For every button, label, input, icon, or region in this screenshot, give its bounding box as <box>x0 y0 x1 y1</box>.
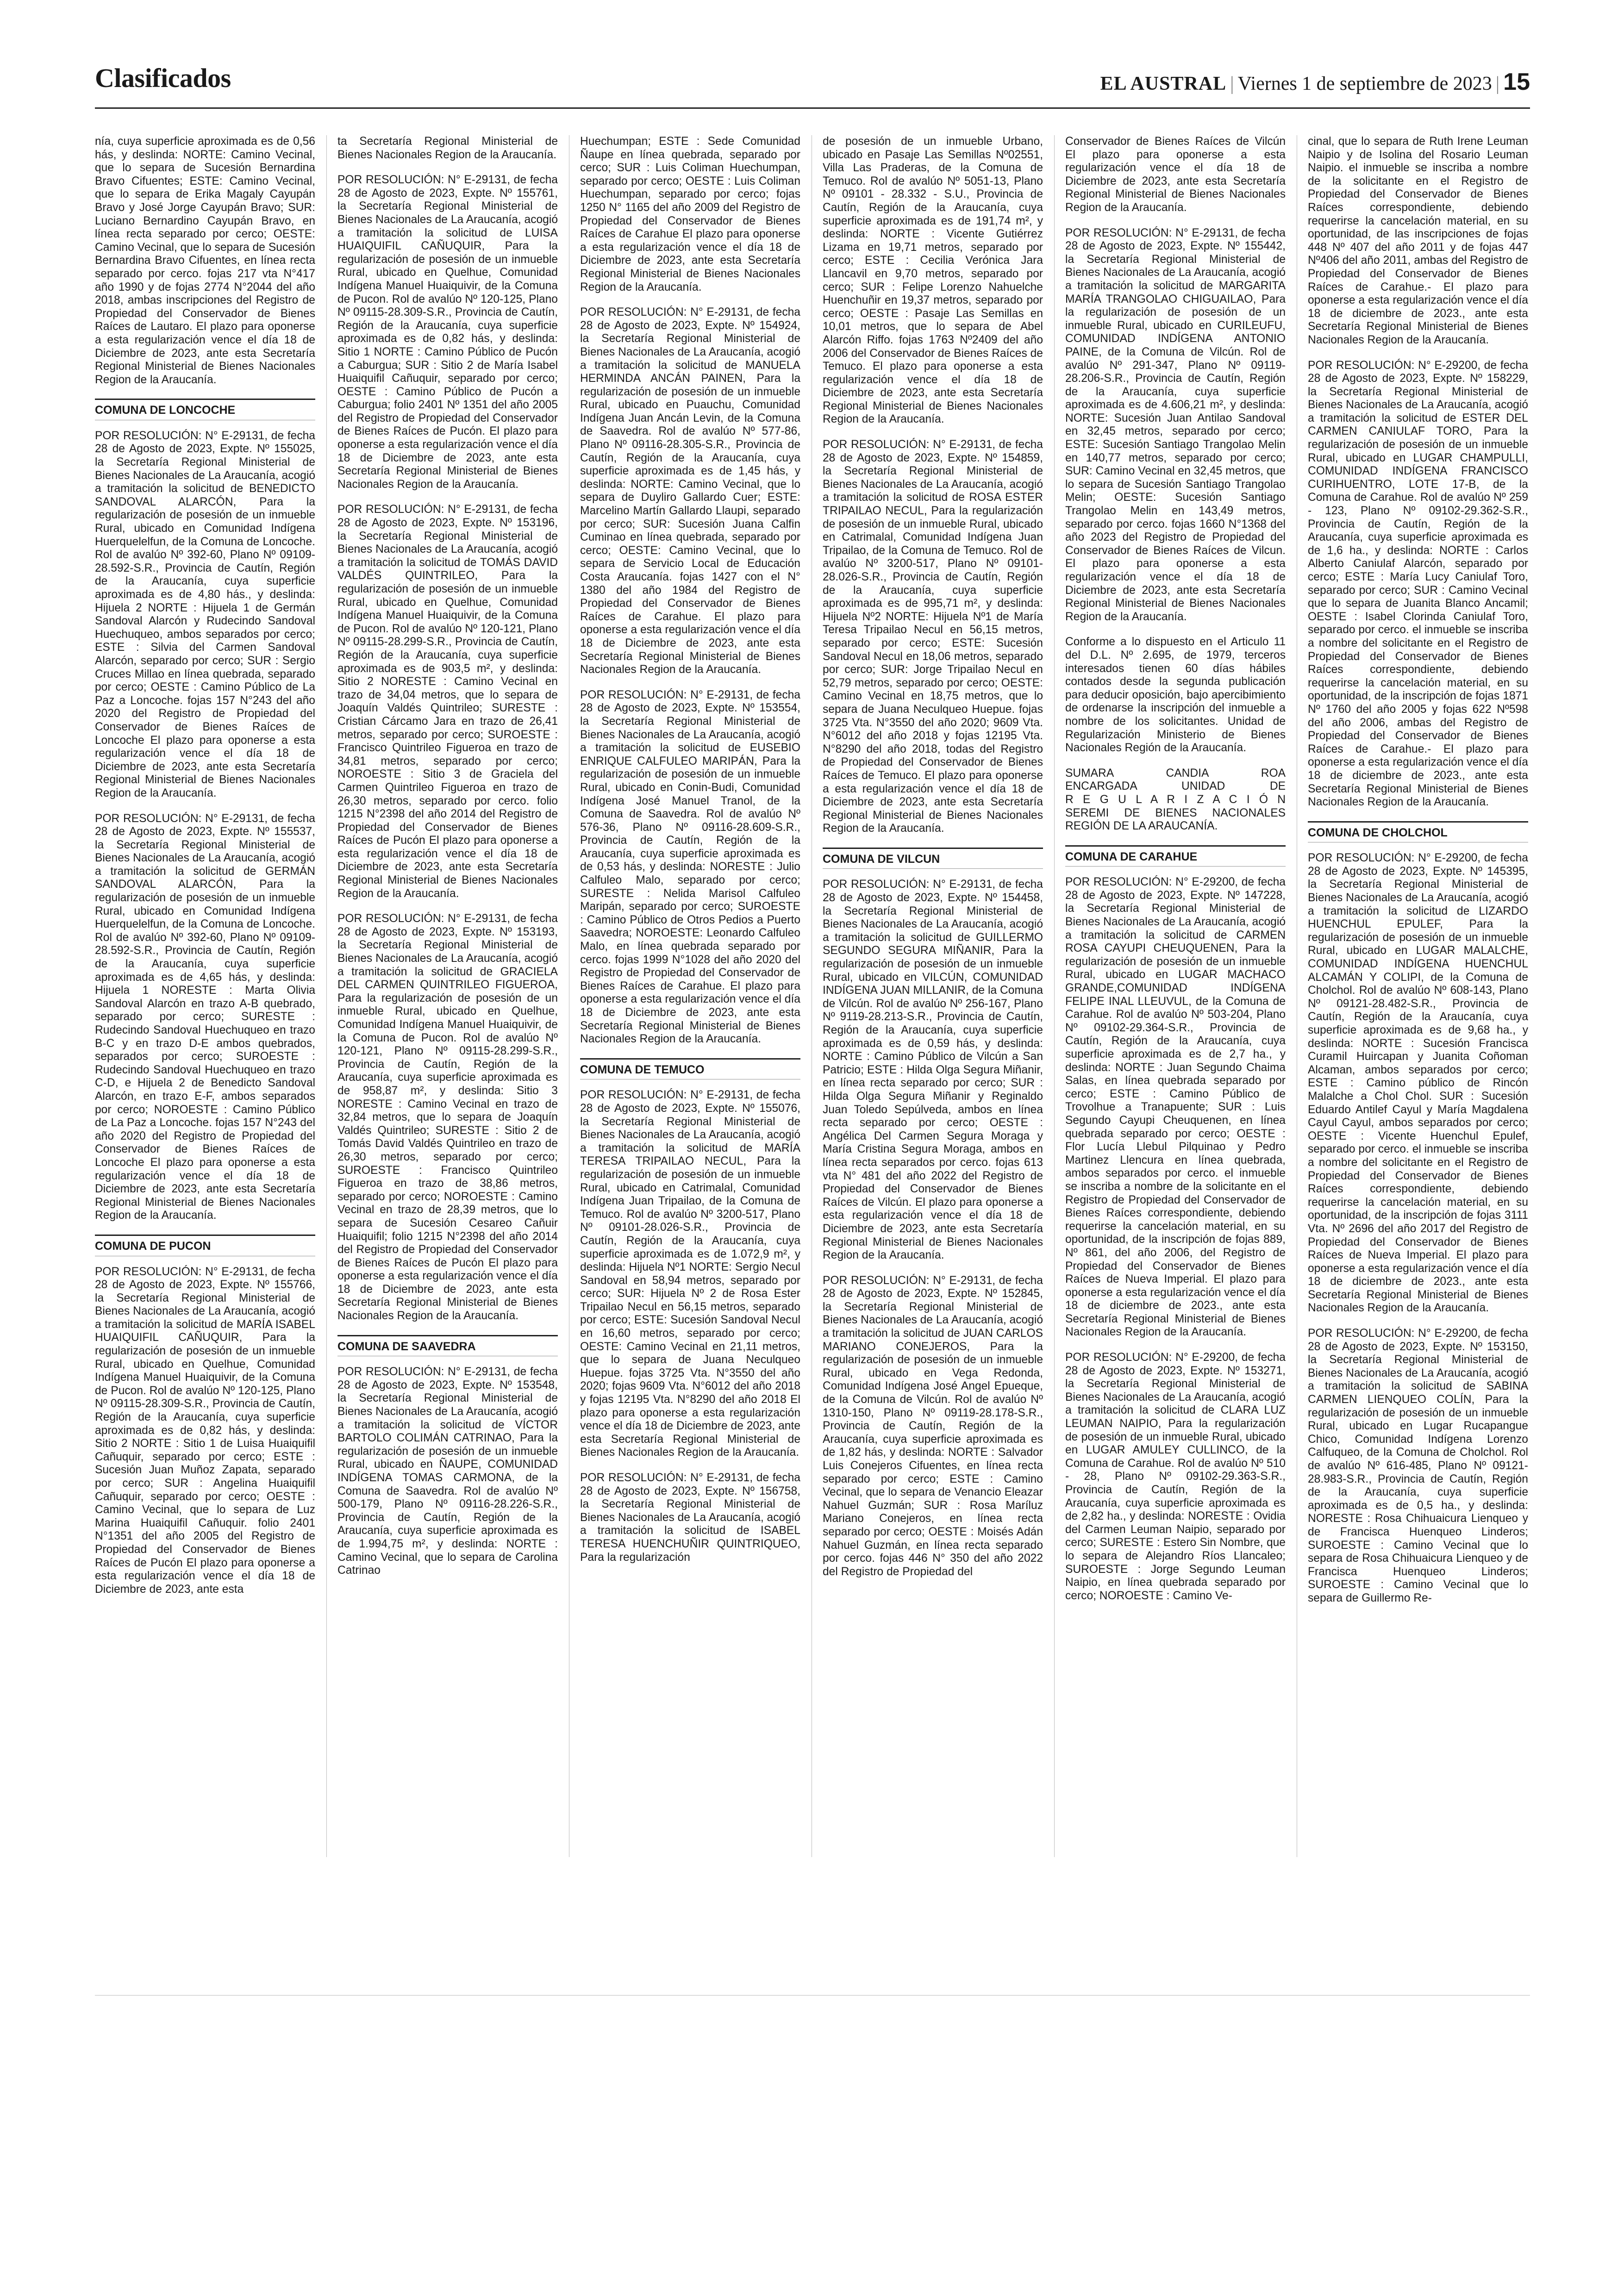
notice-paragraph: POR RESOLUCIÓN: N° E-29200, de fecha 28 de Agosto de 2023, Expte. Nº 158229, la Secretaría Regional Ministerial de Bienes Nacionales de La Araucanía, acogió a tramitación la solicitud de ESTER DEL CARMEN CANIULAF TORO, Para la regularización de posesión de un inmueble Rural, ubicado en LUGAR CHAMPULLI, COMUNIDAD INDÍGENA FRANCISCO CURIHUENTRO, LOTE 17-B, de la Comuna de Carahue. Rol de avalúo Nº 259 - 123, Plano Nº 09102-29.362-S.R., Provincia de Cautín, Región de la Araucanía, cuya superficie aproximada es de 1,6 ha., y deslinda: NORTE : Carlos Alberto Caniulaf Alarcón, separado por cerco; ESTE : María Lucy Caniulaf Toro, separado por cerco; SUR : Camino Vecinal que lo separa de Juanita Blanco Ancamil; OESTE : Isabel Clorinda Caniulaf Toro, separado por cerco. el inmueble se inscriba a nombre del solicitante en el Registro de Propiedad del Conservador de Bienes Raíces correspondiente, debiendo requerirse la cancelación material, en su oportunidad, de la inscripción de fojas 1871 Nº 1760 del año 2005 y fojas 622 Nº598 del año 2006, ambas del Registro de Propiedad del Conservador de Bienes Raíces de Carahue.- El plazo para oponerse a esta regularización vence el día 18 de diciembre de 2023., ante esta Secretaría Regional Ministerial de Bienes Nacionales Region de la Araucanía. <box>1308 359 1528 809</box>
signature-line: SUMARA CANDIA ROA <box>1065 767 1286 780</box>
notice-paragraph: cinal, que lo separa de Ruth Irene Leuman Naipio y de Isolina del Rosario Leuman Naipio. el inmueble se inscriba a nombre de la solicitante en el Registro de Propiedad del Conservador de Bienes Raíces correspondiente, debiendo requerirse la cancelación material, en su oportunidad, de las inscripciones de fojas 448 Nº 407 del año 2011 y de fojas 447 Nº406 del año 2011, ambas del Registro de Propiedad del Conservador de Bienes Raíces de Carahue.- El plazo para oponerse a esta regularización vence el día 18 de diciembre de 2023., ante esta Secretaría Regional Ministerial de Bienes Nacionales Region de la Araucanía. <box>1308 135 1528 346</box>
column-6 <box>1308 135 1528 1857</box>
notice-paragraph: POR RESOLUCIÓN: N° E-29131, de fecha 28 de Agosto de 2023, Expte. Nº 155537, la Secretaría Regional Ministerial de Bienes Nacionales de La Araucanía, acogió a tramitación la solicitud de GERMÁN SANDOVAL ALARCÓN, Para la regularización de posesión de un inmueble Rural, ubicado en Comunidad Indígena Huerquelelfun, de la Comuna de Loncoche. Rol de avalúo Nº 392-60, Plano Nº 09109-28.592-S.R., Provincia de Cautín, Región de la Araucanía, cuya superficie aproximada es de 4,65 hás, y deslinda: Hijuela 1 NORESTE : Marta Olivia Sandoval Alarcón en trazo A-B quebrado, separado por cerco; SURESTE : Rudecindo Sandoval Huechuqueo en trazo B-C y en trazo D-E ambos quebrados, separados por cerco; SUROESTE : Rudecindo Sandoval Huechuqueo en trazo C-D, e Hijuela 2 de Benedicto Sandoval Alarcón, en trazo E-F, ambos separados por cerco; NOROESTE : Camino Público de La Paz a Loncoche. fojas 157 N°243 del año 2020 del Registro de Propiedad del Conservador de Bienes Raíces de Loncoche El plazo para oponerse a esta regularización vence el día 18 de Diciembre de 2023, ante esta Secretaría Regional Ministerial de Bienes Nacionales Region de la Araucanía. <box>95 812 315 1222</box>
column-1 <box>95 135 315 1857</box>
signature-line: R E G U L A R I Z A C I Ó N <box>1065 793 1286 806</box>
notice-paragraph: POR RESOLUCIÓN: N° E-29131, de fecha 28 de Agosto de 2023, Expte. Nº 155076, la Secretaría Regional Ministerial de Bienes Nacionales de La Araucanía, acogió a tramitación la solicitud de MARÍA TERESA TRIPAILAO NECUL, Para la regularización de posesión de un inmueble Rural, ubicado en Catrimalal, Comunidad Indígena Juan Tripailao, de la Comuna de Temuco. Rol de avalúo Nº 3200-517, Plano Nº 09101-28.026-S.R., Provincia de Cautín, Región de la Araucanía, cuya superficie aproximada es de 1.072,9 m², y deslinda: Hijuela Nº1 NORTE: Sergio Necul Sandoval en 58,94 metros, separado por cerco; SUR: Hijuela Nº 2 de Rosa Ester Tripailao Necul en 56,15 metros, separado por cerco; ESTE: Sucesión Sandoval Necul en 16,60 metros, separado por cerco; OESTE: Camino Vecinal en 21,11 metros, que lo separa de Juana Neculqueo Huepue. fojas 3725 Vta. N°3550 del año 2020; fojas 9609 Vta. N°6012 del año 2018 y fojas 12195 Vta. N°8290 del año 2018 El plazo para oponerse a esta regularización vence el día 18 de Diciembre de 2023, ante esta Secretaría Regional Ministerial de Bienes Nacionales Region de la Araucanía. <box>580 1089 800 1459</box>
comuna-heading: COMUNA DE PUCON <box>95 1235 315 1256</box>
column-divider <box>326 135 327 1857</box>
notice-paragraph: POR RESOLUCIÓN: N° E-29200, de fecha 28 de Agosto de 2023, Expte. Nº 147228, la Secretaría Regional Ministerial de Bienes Nacionales de La Araucanía, acogió a tramitación la solicitud de CARMEN ROSA CAYUPI CHEUQUENEN, Para la regularización de posesión de un inmueble Rural, ubicado en LUGAR MACHACO GRANDE,COMUNIDAD INDÍGENA FELIPE INAL LLEUVUL, de la Comuna de Carahue. Rol de avalúo Nº 503-204, Plano Nº 09102-29.364-S.R., Provincia de Cautín, Región de la Araucanía, cuya superficie aproximada es de 2,7 ha., y deslinda: NORTE : Juan Segundo Chaima Salas, en línea quebrada separado por cerco; ESTE : Camino Público de Trovolhue a Tranapuente; SUR : Luis Segundo Cayupi Cheuquenen, en línea quebrada separado por cerco; OESTE : Flor Lucía Llebul Pilquinao y Pedro Martinez Llencura en línea quebrada, ambos separados por cerco. el inmueble se inscriba a nombre de la solicitante en el Registro de Propiedad del Conservador de Bienes Raíces correspondiente, debiendo requerirse la cancelación material, en su oportunidad, de la inscripción de fojas 889, Nº 861, del año 2006, del Registro de Propiedad del Conservador de Bienes Raíces de Nueva Imperial. El plazo para oponerse a esta regularización vence el día 18 de diciembre de 2023., ante esta Secretaría Regional Ministerial de Bienes Nacionales Region de la Araucanía. <box>1065 876 1286 1339</box>
column-5 <box>1065 135 1286 1857</box>
notice-paragraph: de posesión de un inmueble Urbano, ubicado en Pasaje Las Semillas Nº02551, Villa Las Praderas, de la Comuna de Temuco. Rol de avalúo Nº 5051-13, Plano Nº 09101 - 28.332 - S.U., Provincia de Cautín, Región de la Araucanía, cuya superficie aproximada es de 191,74 m², y deslinda: NORTE : Vicente Gutiérrez Lizama en 19,71 metros, separado por cerco; ESTE : Cecilia Verónica Jara Llancavil en 9,70 metros, separado por cerco; SUR : Felipe Lorenzo Nahuelche Huenchuñir en 19,37 metros, separado por cerco; OESTE : Pasaje Las Semillas en 10,01 metros, que lo separa de Abel Alarcón Riffo. fojas 1763 Nº2409 del año 2006 del Conservador de Bienes Raíces de Temuco. El plazo para oponerse a esta regularización vence el día 18 de Diciembre de 2023, ante esta Secretaría Regional Ministerial de Bienes Nacionales Region de la Araucanía. <box>823 135 1043 426</box>
classifieds-columns <box>95 135 1530 1857</box>
column-divider <box>1054 135 1055 1857</box>
comuna-heading: COMUNA DE LONCOCHE <box>95 399 315 420</box>
notice-paragraph: nía, cuya superficie aproximada es de 0,56 hás, y deslinda: NORTE: Camino Vecinal, que lo separa de Sucesión Bernardina Bravo Cifuentes; ESTE: Camino Vecinal, que lo separa de Erika Magaly Cayupán Bravo y José Jorge Cayupán Bravo; SUR: Luciano Bernardino Cayupán Bravo, en línea recta separado por cerco; OESTE: Camino Vecinal, que lo separa de Sucesión Bernardina Bravo Cifuentes, en línea recta separado por cerco. fojas 217 vta N°417 año 1990 y de fojas 2774 N°2044 del año 2018, ambas inscripciones del Registro de Propiedad del Conservador de Bienes Raíces de Lautaro. El plazo para oponerse a esta regularización vence el día 18 de Diciembre de 2023, ante esta Secretaría Regional Ministerial de Bienes Nacionales Region de la Araucanía. <box>95 135 315 386</box>
notice-paragraph: POR RESOLUCIÓN: N° E-29131, de fecha 28 de Agosto de 2023, Expte. Nº 154924, la Secretaría Regional Ministerial de Bienes Nacionales de La Araucanía, acogió a tramitación la solicitud de MANUELA HERMINDA ANCÁN PAINEN, Para la regularización de posesión de un inmueble Rural, ubicado en Puauchu, Comunidad Indígena Juan Ancán Levin, de la Comuna de Saavedra. Rol de avalúo Nº 577-86, Plano Nº 09116-28.305-S.R., Provincia de Cautín, Región de la Araucanía, cuya superficie aproximada es de 1,45 hás, y deslinda: NORTE: Camino Vecinal, que lo separa de Duyliro Gallardo Cuer; ESTE: Marcelino Martín Gallardo Llaupi, separado por cerco; SUR: Sucesión Juana Calfin Cuminao en línea quebrada, separado por cerco; OESTE: Camino Vecinal, que lo separa de Servicio Local de Educación Costa Araucanía. fojas 1427 con el N° 1380 del año 1984 del Registro de Propiedad del Conservador de Bienes Raíces de Carahue. El plazo para oponerse a esta regularización vence el día 18 de Diciembre de 2023, ante esta Secretaría Regional Ministerial de Bienes Nacionales Region de la Araucanía. <box>580 306 800 676</box>
masthead: EL AUSTRAL | Viernes 1 de septiembre de 2023 | 15 <box>1100 69 1530 95</box>
notice-paragraph: Conforme a lo dispuesto en el Articulo 11 del D.L. Nº 2.695, de 1979, terceros interesados tienen 60 días hábiles contados desde la segunda publicación para deducir oposición, bajo apercibimiento de ordenarse la inscripción del inmueble a nombre de los solicitantes. Unidad de Regularización Ministerio de Bienes Nacionales Región de la Araucanía. <box>1065 636 1286 755</box>
comuna-heading: COMUNA DE TEMUCO <box>580 1058 800 1080</box>
notice-paragraph: ta Secretaría Regional Ministerial de Bienes Nacionales Region de la Araucanía. <box>337 135 558 161</box>
notice-paragraph: POR RESOLUCIÓN: N° E-29131, de fecha 28 de Agosto de 2023, Expte. Nº 154859, la Secretaría Regional Ministerial de Bienes Nacionales de La Araucanía, acogió a tramitación la solicitud de ROSA ESTER TRIPAILAO NECUL, Para la regularización de posesión de un inmueble Rural, ubicado en Catrimalal, Comunidad Indígena Juan Tripailao, de la Comuna de Temuco. Rol de avalúo Nº 3200-517, Plano Nº 09101-28.026-S.R., Provincia de Cautín, Región de la Araucanía, cuya superficie aproximada es de 995,71 m², y deslinda: Hijuela Nº2 NORTE: Hijuela Nº1 de María Teresa Tripailao Necul en 56,15 metros, separado por cerco; ESTE: Sucesión Sandoval Necul en 18,06 metros, separado por cerco; SUR: Jorge Tripailao Necul en 52,79 metros, separado por cerco; OESTE: Camino Vecinal en 18,75 metros, que lo separa de Juana Neculqueo Huepue. fojas 3725 Vta. N°3550 del año 2020; 9609 Vta. N°6012 del año 2018 y fojas 12195 Vta. N°8290 del año 2018, todas del Registro de Propiedad del Conservador de Bienes Raíces de Temuco. El plazo para oponerse a esta regularización vence el día 18 de Diciembre de 2023, ante esta Secretaría Regional Ministerial de Bienes Nacionales Region de la Araucanía. <box>823 438 1043 835</box>
column-2 <box>337 135 558 1857</box>
notice-paragraph: POR RESOLUCIÓN: N° E-29131, de fecha 28 de Agosto de 2023, Expte. Nº 153548, la Secretaría Regional Ministerial de Bienes Nacionales de La Araucanía, acogió a tramitación la solicitud de VÍCTOR BARTOLO COLIMÁN CATRINAO, Para la regularización de posesión de un inmueble Rural, ubicado en ÑAUPE, COMUNIDAD INDÍGENA TOMAS CARMONA, de la Comuna de Saavedra. Rol de avalúo Nº 500-179, Plano Nº 09116-28.226-S.R., Provincia de Cautín, Región de la Araucanía, cuya superficie aproximada es de 1.994,75 m², y deslinda: NORTE : Camino Vecinal, que lo separa de Carolina Catrinao <box>337 1366 558 1577</box>
notice-paragraph: POR RESOLUCIÓN: N° E-29200, de fecha 28 de Agosto de 2023, Expte. Nº 153150, la Secretaría Regional Ministerial de Bienes Nacionales de La Araucanía, acogió a tramitación la solicitud de SABINA CARMEN LIENQUEO COLÍN, Para la regularización de posesión de un inmueble Rural, ubicado en Lugar Rucapangue Chico, Comunidad Indígena Lorenzo Calfuqueo, de la Comuna de Cholchol. Rol de avalúo Nº 616-485, Plano Nº 09121-28.983-S.R., Provincia de Cautín, Región de la Araucanía, cuya superficie aproximada es de 0,5 ha., y deslinda: NORESTE : Rosa Chihuaicura Lienqueo y de Francisca Huenqueo Linderos; SUROESTE : Camino Vecinal que lo separa de Rosa Chihuaicura Lienqueo y de Francisca Huenqueo Linderos; SUROESTE : Camino Vecinal que lo separa de Guillermo Re- <box>1308 1327 1528 1604</box>
notice-paragraph: POR RESOLUCIÓN: N° E-29131, de fecha 28 de Agosto de 2023, Expte. Nº 155442, la Secretaría Regional Ministerial de Bienes Nacionales de La Araucanía, acogió a tramitación la solicitud de MARGARITA MARÍA TRANGOLAO CHIGUAILAO, Para la regularización de posesión de un inmueble Rural, ubicado en CURILEUFU, COMUNIDAD INDÍGENA ANTONIO PAINE, de la Comuna de Vilcún. Rol de avalúo Nº 291-347, Plano Nº 09119-28.206-S.R., Provincia de Cautín, Región de la Araucanía, cuya superficie aproximada es de 4.606,21 m², y deslinda: NORTE: Sucesión Juan Antilao Sandoval en 32,45 metros, separado por cerco; ESTE: Sucesión Santiago Trangolao Melin en 140,77 metros, separado por cerco; SUR: Camino Vecinal en 32,45 metros, que lo separa de Sucesión Santiago Trangolao Melin; OESTE: Sucesión Santiago Trangolao Melin en 143,49 metros, separado por cerco. fojas 1660 N°1368 del año 2023 del Registro de Propiedad del Conservador de Bienes Raíces de Vilcun. El plazo para oponerse a esta regularización vence el día 18 de Diciembre de 2023, ante esta Secretaría Regional Ministerial de Bienes Nacionales Region de la Araucanía. <box>1065 226 1286 623</box>
footer-rule <box>95 1995 1530 1996</box>
column-4 <box>823 135 1043 1857</box>
notice-paragraph: POR RESOLUCIÓN: N° E-29131, de fecha 28 de Agosto de 2023, Expte. Nº 152845, la Secretaría Regional Ministerial de Bienes Nacionales de La Araucanía, acogió a tramitación la solicitud de JUAN CARLOS MARIANO CONEJEROS, Para la regularización de posesión de un inmueble Rural, ubicado en Vega Redonda, Comunidad Indígena José Angel Epueque, de la Comuna de Vilcún. Rol de avalúo Nº 1310-150, Plano Nº 09119-28.178-S.R., Provincia de Cautín, Región de la Araucanía, cuya superficie aproximada es de 1,82 hás, y deslinda: NORTE : Salvador Luis Conejeros Cifuentes, en línea recta separado por cerco; ESTE : Camino Vecinal, que lo separa de Venancio Eleazar Nahuel Guzmán; SUR : Rosa Maríluz Mariano Conejeros, en línea recta separado por cerco; OESTE : Moisés Adán Nahuel Guzmán, en línea recta separado por cerco. fojas 446 N° 350 del año 2022 del Registro de Propiedad del <box>823 1274 1043 1578</box>
notice-paragraph: POR RESOLUCIÓN: N° E-29200, de fecha 28 de Agosto de 2023, Expte. Nº 153271, la Secretaría Regional Ministerial de Bienes Nacionales de La Araucanía, acogió a tramitación la solicitud de CLARA LUZ LEUMAN NAIPIO, Para la regularización de posesión de un inmueble Rural, ubicado en LUGAR AMULEY CULLINCO, de la Comuna de Carahue. Rol de avalúo Nº 510 - 28, Plano Nº 09102-29.363-S.R., Provincia de Cautín, Región de la Araucanía, cuya superficie aproximada es de 2,82 ha., y deslinda: NORESTE : Ovidia del Carmen Leuman Naipio, separado por cerco; SURESTE : Estero Sin Nombre, que lo separa de Alejandro Ríos Llancaleo; SUROESTE : Jorge Segundo Leuman Naipio, en línea quebrada separado por cerco; NOROESTE : Camino Ve- <box>1065 1351 1286 1602</box>
publication-date: Viernes 1 de septiembre de 2023 <box>1237 73 1492 94</box>
comuna-heading: COMUNA DE CHOLCHOL <box>1308 821 1528 843</box>
notice-paragraph: REGIÓN DE LA ARAUCANÍA. <box>1065 820 1218 833</box>
notice-paragraph: POR RESOLUCIÓN: N° E-29131, de fecha 28 de Agosto de 2023, Expte. Nº 155766, la Secretaría Regional Ministerial de Bienes Nacionales de La Araucanía, acogió a tramitación la solicitud de MARÍA ISABEL HUAIQUIFIL CAÑUQUIR, Para la regularización de posesión de un inmueble Rural, ubicado en Quelhue, Comunidad Indígena Manuel Huaiquivir, de la Comuna de Pucon. Rol de avalúo Nº 120-125, Plano Nº 09115-28.309-S.R., Provincia de Cautín, Región de la Araucanía, cuya superficie aproximada es de 0,82 hás, y deslinda: Sitio 2 NORTE : Sitio 1 de Luisa Huaiquifil Cañuquir, separado por cerco; ESTE : Sucesión Juan Muñoz Zapata, separado por cerco; SUR : Angelina Huaiquifil Cañuquir, separado por cerco; OESTE : Camino Vecinal, que lo separa de Luz Marina Huaiquifil Cañuquir. folio 2401 N°1351 del año 2005 del Registro de Propiedad del Conservador de Bienes Raíces de Pucón El plazo para oponerse a esta regularización vence el día 18 de Diciembre de 2023, ante esta <box>95 1265 315 1596</box>
notice-paragraph: POR RESOLUCIÓN: N° E-29131, de fecha 28 de Agosto de 2023, Expte. Nº 153554, la Secretaría Regional Ministerial de Bienes Nacionales de La Araucanía, acogió a tramitación la solicitud de EUSEBIO ENRIQUE CALFULEO MARIPÁN, Para la regularización de posesión de un inmueble Rural, ubicado en Conin-Budi, Comunidad Indígena José Manuel Tranol, de la Comuna de Saavedra. Rol de avalúo Nº 576-36, Plano Nº 09116-28.609-S.R., Provincia de Cautín, Región de la Araucanía, cuya superficie aproximada es de 0,53 hás, y deslinda: NORESTE : Julio Calfuleo Malo, separado por cerco; SURESTE : Nelida Marisol Calfuleo Maripán, separado por cerco; SUROESTE : Camino Público de Otros Pedios a Puerto Saavedra; NOROESTE: Leonardo Calfuleo Malo, en línea quebrada separado por cerco. fojas 1999 N°1028 del año 2020 del Registro de Propiedad del Conservador de Bienes Raíces de Carahue. El plazo para oponerse a esta regularización vence el día 18 de Diciembre de 2023, ante esta Secretaría Regional Ministerial de Bienes Nacionales Region de la Araucanía. <box>580 688 800 1046</box>
newspaper-name: EL AUSTRAL <box>1100 73 1227 94</box>
notice-paragraph: POR RESOLUCIÓN: N° E-29200, de fecha 28 de Agosto de 2023, Expte. Nº 145395, la Secretaría Regional Ministerial de Bienes Nacionales de La Araucanía, acogió a tramitación la solicitud de LIZARDO HUENCHUL EPULEF, Para la regularización de posesión de un inmueble Rural, ubicado en LUGAR MALALCHE, COMUNIDAD INDÍGENA HUENCHUL ALCAMÁN Y COLIPI, de la Comuna de Cholchol. Rol de avalúo Nº 608-143, Plano Nº 09121-28.482-S.R., Provincia de Cautín, Región de la Araucanía, cuya superficie aproximada es de 9,68 ha., y deslinda: NORTE : Sucesión Francisca Curamil Huircapan y Juanita Coñoman Alcaman, ambos separados por cerco; ESTE : Camino público de Rincón Malalche a Chol Chol. SUR : Sucesión Eduardo Antilef Cayul y María Magdalena Cayul Cayul, ambos separados por cerco; OESTE : Vicente Huenchul Epulef, separado por cerco. el inmueble se inscriba a nombre del solicitante en el Registro de Propiedad del Conservador de Bienes Raíces correspondiente, debiendo requerirse la cancelación material, en su oportunidad, de la inscripción de fojas 3111 Vta. Nº 2696 del año 2017 del Registro de Propiedad del Conservador de Bienes Raíces de Nueva Imperial. El plazo para oponerse a esta regularización vence el día 18 de diciembre de 2023., ante esta Secretaría Regional Ministerial de Bienes Nacionales Region de la Araucanía. <box>1308 852 1528 1315</box>
comuna-heading: COMUNA DE SAAVEDRA <box>337 1335 558 1357</box>
notice-paragraph: POR RESOLUCIÓN: N° E-29131, de fecha 28 de Agosto de 2023, Expte. Nº 156758, la Secretaría Regional Ministerial de Bienes Nacionales de La Araucanía, acogió a tramitación la solicitud de ISABEL TERESA HUENCHUÑIR QUINTRIQUEO, Para la regularización <box>580 1472 800 1564</box>
signature-line: ENCARGADA UNIDAD DE <box>1065 780 1286 793</box>
notice-paragraph: POR RESOLUCIÓN: N° E-29131, de fecha 28 de Agosto de 2023, Expte. Nº 155025, la Secretaría Regional Ministerial de Bienes Nacionales de La Araucanía, acogió a tramitación la solicitud de BENEDICTO SANDOVAL ALARCÓN, Para la regularización de posesión de un inmueble Rural, ubicado en Comunidad Indígena Huerquelelfun, de la Comuna de Loncoche. Rol de avalúo Nº 392-60, Plano Nº 09109-28.592-S.R., Provincia de Cautín, Región de la Araucanía, cuya superficie aproximada es de 4,80 hás., y deslinda: Hijuela 2 NORTE : Hijuela 1 de Germán Sandoval Alarcón y Rudecindo Sandoval Huechuqueo, ambos separados por cerco; ESTE : Silvia del Carmen Sandoval Alarcón, separado por cerco; SUR : Sergio Cruces Millao en línea quebrada, separado por cerco; OESTE : Camino Público de La Paz a Loncoche. fojas 157 N°243 del año 2020 del Registro de Propiedad del Conservador de Bienes Raíces de Loncoche El plazo para oponerse a esta regularización vence el día 18 de Diciembre de 2023, ante esta Secretaría Regional Ministerial de Bienes Nacionales Region de la Araucanía. <box>95 429 315 799</box>
comuna-heading: COMUNA DE VILCUN <box>823 848 1043 869</box>
signature-line: SEREMI DE BIENES NACIONALES <box>1065 806 1286 819</box>
page-header <box>95 62 1530 104</box>
notice-paragraph: POR RESOLUCIÓN: N° E-29131, de fecha 28 de Agosto de 2023, Expte. Nº 155761, la Secretaría Regional Ministerial de Bienes Nacionales de La Araucanía, acogió a tramitación la solicitud de LUISA HUAIQUIFIL CAÑUQUIR, Para la regularización de posesión de un inmueble Rural, ubicado en Quelhue, Comunidad Indígena Manuel Huaiquivir, de la Comuna de Pucon. Rol de avalúo Nº 120-125, Plano Nº 09115-28.309-S.R., Provincia de Cautín, Región de la Araucanía, cuya superficie aproximada es de 0,82 hás, y deslinda: Sitio 1 NORTE : Camino Público de Pucón a Caburgua; SUR : Sitio 2 de María Isabel Huaiquifil Cañuquir, separado por cerco; OESTE : Camino Público de Pucón a Caburgua; folio 2401 Nº 1351 del año 2005 del Registro de Propiedad del Conservador de Bienes Raíces de Pucón. El plazo para oponerse a esta regularización vence el día 18 de Diciembre de 2023, ante esta Secretaría Regional Ministerial de Bienes Nacionales Region de la Araucanía. <box>337 174 558 491</box>
page-number: 15 <box>1503 69 1530 95</box>
notice-paragraph: Conservador de Bienes Raíces de Vilcún El plazo para oponerse a esta regularización vence el día 18 de Diciembre de 2023, ante esta Secretaría Regional Ministerial de Bienes Nacionales Region de la Araucanía. <box>1065 135 1286 214</box>
notice-paragraph: Huechumpan; ESTE : Sede Comunidad Ñaupe en línea quebrada, separado por cerco; SUR : Luis Coliman Huechumpan, separado por cerco; OESTE : Luis Coliman Huechumpan, separado por cerco; fojas 1250 N° 1165 del año 2009 del Registro de Propiedad del Conservador de Bienes Raíces de Carahue El plazo para oponerse a esta regularización vence el día 18 de Diciembre de 2023, ante esta Secretaría Regional Ministerial de Bienes Nacionales Region de la Araucanía. <box>580 135 800 293</box>
comuna-heading: COMUNA DE CARAHUE <box>1065 845 1286 867</box>
header-rule <box>95 107 1530 109</box>
notice-paragraph: POR RESOLUCIÓN: N° E-29131, de fecha 28 de Agosto de 2023, Expte. Nº 153193, la Secretaría Regional Ministerial de Bienes Nacionales de La Araucanía, acogió a tramitación la solicitud de GRACIELA DEL CARMEN QUINTRILEO FIGUEROA, Para la regularización de posesión de un inmueble Rural, ubicado en Quelhue, Comunidad Indígena Manuel Huaiquivir, de la Comuna de Pucon. Rol de avalúo Nº 120-121, Plano Nº 09115-28.299-S.R., Provincia de Cautín, Región de la Araucanía, cuya superficie aproximada es de 958,87 m², y deslinda: Sitio 3 NORESTE : Camino Vecinal en trazo de 32,84 metros, que lo separa de Joaquín Valdés Quintrileo; SURESTE : Sitio 2 de Tomás David Valdés Quintrileo en trazo de 26,30 metros, separado por cerco; SUROESTE : Francisco Quintrileo Figueroa en trazo de 38,86 metros, separado por cerco; NOROESTE : Camino Vecinal en trazo de 28,39 metros, que lo separa de Sucesión Cesareo Cañuir Huaiquifil; folio 1215 N°2398 del año 2014 del Registro de Propiedad del Conservador de Bienes Raíces de Pucón El plazo para oponerse a esta regularización vence el día 18 de Diciembre de 2023, ante esta Secretaría Regional Ministerial de Bienes Nacionales Region de la Araucanía. <box>337 912 558 1322</box>
section-title: Clasificados <box>95 63 231 93</box>
notice-paragraph: POR RESOLUCIÓN: N° E-29131, de fecha 28 de Agosto de 2023, Expte. Nº 153196, la Secretaría Regional Ministerial de Bienes Nacionales de La Araucanía, acogió a tramitación la solicitud de TOMÁS DAVID VALDÉS QUINTRILEO, Para la regularización de posesión de un inmueble Rural, ubicado en Quelhue, Comunidad Indígena Manuel Huaiquivir, de la Comuna de Pucon. Rol de avalúo Nº 120-121, Plano Nº 09115-28.299-S.R., Provincia de Cautín, Región de la Araucanía, cuya superficie aproximada es de 903,5 m², y deslinda: Sitio 2 NORESTE : Camino Vecinal en trazo de 34,04 metros, que lo separa de Joaquín Valdés Quintrileo; SURESTE : Cristian Cárcamo Jara en trazo de 26,41 metros, separado por cerco; SUROESTE : Francisco Quintrileo Figueroa en trazo de 34,81 metros, separado por cerco; NOROESTE : Sitio 3 de Graciela del Carmen Quintrileo Figueroa en trazo de 26,30 metros, separado por cerco. folio 1215 N°2398 del año 2014 del Registro de Propiedad del Conservador de Bienes Raíces de Pucón El plazo para oponerse a esta regularización vence el día 18 de Diciembre de 2023, ante esta Secretaría Regional Ministerial de Bienes Nacionales Region de la Araucanía. <box>337 503 558 900</box>
column-3 <box>580 135 800 1857</box>
notice-paragraph: POR RESOLUCIÓN: N° E-29131, de fecha 28 de Agosto de 2023, Expte. Nº 154458, la Secretaría Regional Ministerial de Bienes Nacionales de La Araucanía, acogió a tramitación la solicitud de GUILLERMO SEGUNDO SEGURA MIÑANIR, Para la regularización de posesión de un inmueble Rural, ubicado en VILCÚN, COMUNIDAD INDÍGENA JUAN MILLANIR, de la Comuna de Vilcún. Rol de avalúo Nº 256-167, Plano Nº 9119-28.213-S.R., Provincia de Cautín, Región de la Araucanía, cuya superficie aproximada es de 0,59 hás, y deslinda: NORTE : Camino Público de Vilcún a San Patricio; ESTE : Hilda Olga Segura Miñanir, en línea recta separado por cerco; SUR : Hilda Olga Segura Miñanir y Reginaldo Juan Toledo Sepúlveda, ambos en línea recta separado por cerco; OESTE : Angélica Del Carmen Segura Moraga y María Cristina Segura Moraga, ambos en línea recta separados por cerco. fojas 613 vta N° 481 del año 2022 del Registro de Propiedad del Conservador de Bienes Raíces de Vilcún. El plazo para oponerse a esta regularización vence el día 18 de Diciembre de 2023, ante esta Secretaría Regional Ministerial de Bienes Nacionales Region de la Araucanía. <box>823 878 1043 1262</box>
